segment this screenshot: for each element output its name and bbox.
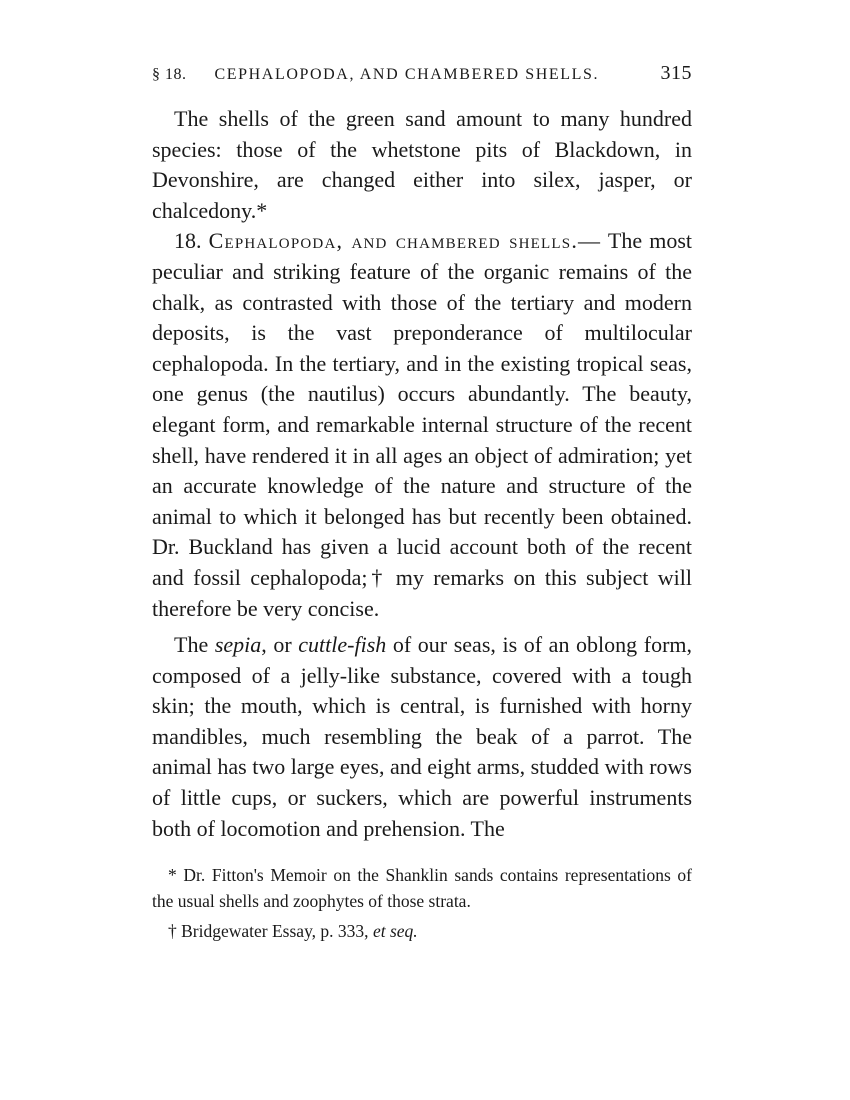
paragraph-cephalopoda-text: The most peculiar and striking feature of the organic remains of the chalk, as contrasted with those of the tertiary and modern deposits, is the vast preponderance of multilocular cephalopoda. In the tertiary, and in the existing tropical seas, one genus (the nautilus) occurs abundantly. The beauty, elegant form, and remarkable internal structure of the recent shell, have rendered it in all ages an object of admiration; yet an accurate knowledge of the nature and structure of the animal to which it belonged has but recently been obtained. Dr. Buckland has given a lucid account both of the recent and fossil cephalopoda;† my remarks on this subject will therefore be very concise. — [152, 228, 692, 621]
paragraph-sepia — [152, 630, 692, 844]
book-page — [152, 62, 692, 944]
footnote-bridgewater-text: † Bridgewater Essay, p. 333, — [168, 921, 373, 942]
paragraph-cephalopoda — [152, 226, 692, 624]
footnote-fitton: * Dr. Fitton's Memoir on the Shanklin sands contains representations of the usual shells and zoophytes of those strata. — [152, 865, 692, 912]
running-title: CEPHALOPODA, AND CHAMBERED SHELLS. — [214, 66, 600, 83]
paragraph-green-sand: The shells of the green sand amount to many hundred species: those of the whetstone pits of Blackdown, in Devonshire, are changed either into silex, jasper, or chalcedony.* — [152, 106, 692, 223]
sepia-text-a: The — [174, 632, 215, 658]
section-marker: § 18. — [152, 66, 187, 83]
page-number: 315 — [660, 62, 692, 84]
body-text — [152, 104, 692, 844]
footnotes — [152, 862, 692, 944]
running-head — [152, 62, 692, 94]
section-number: 18. — [174, 228, 202, 254]
footnote-bridgewater — [152, 918, 692, 944]
cuttle-fish-term: cuttle-fish — [298, 632, 387, 658]
sepia-text-b: , or — [261, 632, 299, 658]
sepia-term: sepia — [214, 632, 262, 658]
section-heading: Cephalopoda, and chambered shells.— — [208, 228, 602, 254]
sepia-text-c: of our seas, is of an oblong form, composed of a jelly-like substance, covered with a tough skin; the mouth, which is central, is furnished with horny mandibles, much resembling the beak of a parrot. The animal has two large eyes, and eight arms, studded with rows of little cups, or suckers, which are powerful instruments both of locomotion and prehension. The — [152, 632, 693, 841]
footnote-et-seq: et seq. — [372, 921, 418, 942]
